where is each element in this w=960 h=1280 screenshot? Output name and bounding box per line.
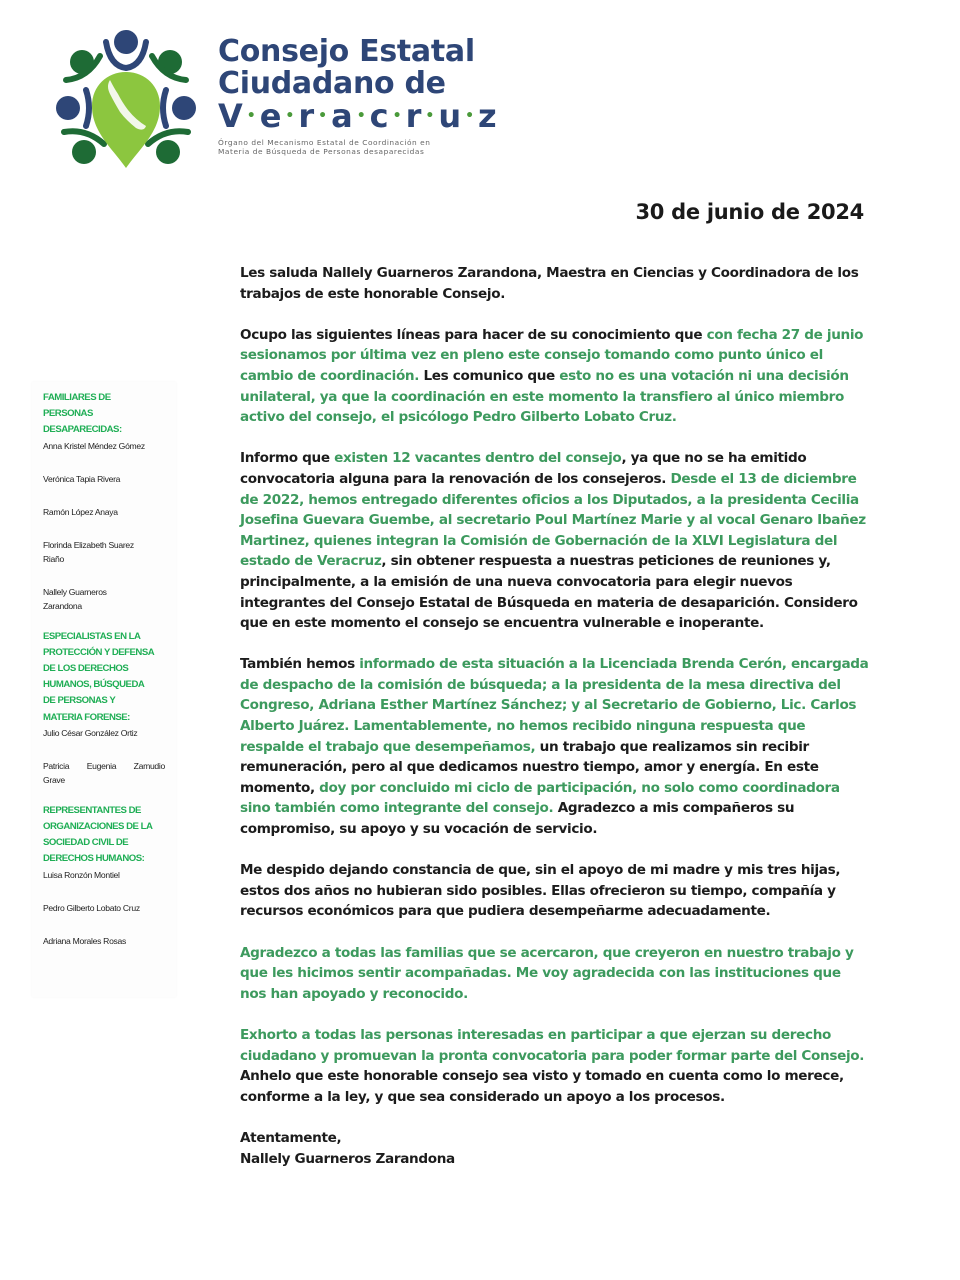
brand-line-1: Consejo Estatal <box>218 34 475 69</box>
signature-name: Nallely Guarneros Zarandona <box>240 1150 455 1167</box>
member-name: Nallely Guarneros Zarandona <box>43 586 107 611</box>
member-name: Verónica Tapia Rivera <box>43 473 121 484</box>
council-logo-icon <box>52 28 200 176</box>
brand-subtitle-2: Materia de Búsqueda de Personas desaparecidas <box>218 147 425 156</box>
paragraph-authorities-informed: También hemos informado de esta situación a la Licenciada Brenda Cerón, encargada de despacho de la comisión de búsqueda; a la presidenta de la mesa directiva del Congreso, Adriana Esther Martínez Sánchez; y al Secretario de Gobierno, Lic. Carlos Alberto Juárez. Lamentablemente, no hemos recibido ninguna respuesta que respalde el trabajo que desempeñamos, un trabajo que realizamos sin recibir remuneración, pero al que dedicamos nuestro tiempo, amor y energía. En este momento, doy por concluido mi ciclo de participación, no solo como coordinadora sino también como integrante del consejo. Agradezco a mis compañeros su compromiso, su apoyo y su vocación de servicio. <box>240 656 869 838</box>
separator-dot: • <box>356 108 366 124</box>
member-name: Pedro Gilberto Lobato Cruz <box>43 902 140 913</box>
separator-dot: • <box>318 108 328 124</box>
separator-dot: • <box>465 108 475 124</box>
paragraph-coordination-change: Ocupo las siguientes líneas para hacer de su conocimiento que con fecha 27 de junio sesionamos por última vez en pleno este consejo tomando como punto único el cambio de coordinación. Les comunico que esto no es una votación ni una decisión unilateral, ya que la coordinación en este momento la transfiero al único miembro activo del consejo, el psicólogo Pedro Gilberto Lobato Cruz. <box>240 326 864 426</box>
group-heading: REPRESENTANTES DE ORGANIZACIONES DE LA SOCIEDAD CIVIL DE DERECHOS HUMANOS: <box>43 804 153 865</box>
member-name: Ramón López Anaya <box>43 506 118 517</box>
member-group-especialistas <box>43 629 173 803</box>
brand-block <box>218 34 497 156</box>
closing: Atentamente, <box>240 1129 342 1146</box>
group-heading: FAMILIARES DE PERSONAS DESAPARECIDAS: <box>43 392 122 436</box>
letter-date: 30 de junio de 2024 <box>635 200 864 224</box>
separator-dot: • <box>392 108 402 124</box>
member-group-representantes <box>43 803 173 948</box>
member-name: Anna Kristel Méndez Gómez <box>43 440 145 451</box>
brand-line-3: V • e • r • a • c • r • u • z <box>218 97 497 135</box>
separator-dot: • <box>285 108 295 124</box>
member-name: Julio César González Ortiz <box>43 727 138 738</box>
letter-body <box>240 263 870 1169</box>
paragraph-family-thanks: Me despido dejando constancia de que, sin el apoyo de mi madre y mis tres hijas, estos dos años no hubieran sido posibles. Ellas ofrecieron su tiempo, compañía y recursos económicos para que pudiera desempeñarme adecuadamente. <box>240 862 841 920</box>
member-name: Luisa Ronzón Montiel <box>43 869 120 880</box>
member-name: Patricia Eugenia Zamudio Grave <box>43 760 165 785</box>
member-group-familiares <box>43 390 173 629</box>
brand-subtitle-1: Órgano del Mecanismo Estatal de Coordinación en <box>218 138 431 147</box>
separator-dot: • <box>425 108 435 124</box>
paragraph-exhortation: Exhorto a todas las personas interesadas en participar a que ejerzan su derecho ciudadano y promuevan la pronta convocatoria para poder formar parte del Consejo. Anhelo que este honorable consejo sea visto y tomado en cuenta como lo merece, conforme a la ley, y que sea considerado un apoyo a los procesos. <box>240 1026 865 1105</box>
group-heading: ESPECIALISTAS EN LA PROTECCIÓN Y DEFENSA DE LOS DERECHOS HUMANOS, BÚSQUEDA DE PERSONAS Y MATERIA FORENSE: <box>43 630 155 723</box>
brand-line-2: Ciudadano de <box>218 66 446 101</box>
separator-dot: • <box>246 108 256 124</box>
paragraph-greeting: Les saluda Nallely Guarneros Zarandona, Maestra en Ciencias y Coordinadora de los trabajos de este honorable Consejo. <box>240 265 859 302</box>
paragraph-families-institutions: Agradezco a todas las familias que se acercaron, que creyeron en nuestro trabajo y que les hicimos sentir acompañadas. Me voy agradecida con las instituciones que nos han apoyado y reconocido. <box>240 944 854 1002</box>
member-name: Adriana Morales Rosas <box>43 935 127 946</box>
council-members-sidebar <box>32 382 176 997</box>
paragraph-vacancies: Informo que existen 12 vacantes dentro del consejo, ya que no se ha emitido convocatoria alguna para la renovación de los consejeros. Desde el 13 de diciembre de 2022, hemos entregado diferentes oficios a los Diputados, a la presidenta Cecilia Josefina Guevara Guembe, al secretario Poul Martínez Marie y al vocal Genaro Ibañez Martinez, quienes integran la Comisión de Gobernación de la XLVI Legislatura del estado de Veracruz, sin obtener respuesta a nuestras peticiones de reuniones y, principalmente, a la emisión de una nueva convocatoria para elegir nuevos integrantes del Consejo Estatal de Búsqueda en materia de desaparición. Considero que en este momento el consejo se encuentra vulnerable e inoperante. <box>240 450 866 632</box>
member-name: Florinda Elizabeth Suarez Riaño <box>43 539 134 564</box>
